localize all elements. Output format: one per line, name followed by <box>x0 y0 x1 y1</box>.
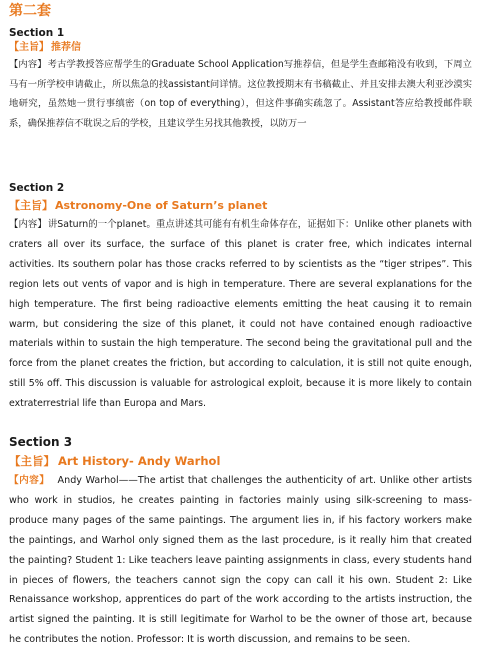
section-1-heading: Section 1 <box>9 27 65 39</box>
section-1-content-label: 【内容】 <box>9 59 47 70</box>
section-2-heading: Section 2 <box>9 182 65 194</box>
section-1-theme-text: 推荐信 <box>51 42 81 53</box>
section-1-content <box>9 55 472 133</box>
section-2-theme <box>9 197 472 215</box>
section-3-theme-text: Art History- Andy Warhol <box>58 454 221 468</box>
section-1-theme <box>9 40 472 55</box>
section-3-heading: Section 3 <box>9 435 73 449</box>
section-3-content <box>9 471 472 650</box>
section-2-content-label: 【内容】 <box>9 219 47 230</box>
section-2-content-text: 讲Saturn的一个planet。重点讲述其可能有有机生命体存在，证据如下：Unlike other planets with craters all over its surface, the surface of this planet is crater free, which indicates internal activities. Its southern polar has those cracks referred to by scientists as the “tiger stripes”. This region lets out vents of vapor and is high in temperature. There are several explanations for the high temperature. The first being radioactive elements emitting the heat causing it to remain warm, but considering the size of this planet, it could not have contained enough radioactive materials within to sustain the high temperature. The second being the gravitational pull and the force from the planet creates the friction, but according to calculation, it is still not quite enough, still 5% off. This discussion is valuable for astrological exploit, because it is more likely to contain extraterrestrial life than Europa and Mars. <box>9 219 472 410</box>
section-3-theme-label: 【主旨】 <box>9 454 55 468</box>
section-2-theme-label: 【主旨】 <box>9 199 53 212</box>
section-2 <box>9 181 472 414</box>
section-3 <box>9 434 472 650</box>
section-1 <box>9 26 472 133</box>
section-1-content-text: 考古学教授答应帮学生的Graduate School Application写推荐信，但是学生查邮箱没有收到，下周立马有一所学校申请截止，所以焦急的找assistant问详情。这位教授期末有书稿截止、并且安排去澳大利亚沙漠实地研究，虽然她一贯行事缜密（on top of everything），但这件事确实疏忽了。Assistant答应给教授邮件联系，确保推荐信不耽误之后的学校，且建议学生另找其他教授，以防万一 <box>9 59 472 129</box>
section-3-content-text: Andy Warhol——The artist that challenges the authenticity of art. Unlike other artists who work in studios, he creates painting in factories mainly using silk-screening to mass-produce many pages of the same paintings. The argument lies in, if his factory workers make the paintings, and Warhol only signed them as the last procedure, is it really him that created the painting? Student 1: Like teachers leave painting assignments in class, every students hand in pieces of flowers, the teachers cannot sign the copy can call it his own. Student 2: Like Renaissance workshop, apprentices do part of the work according to the artists instruction, the artist signed the painting. It is still legitimate for Warhol to be the owner of those art, because he contributes the notion. Professor: It is worth discussion, and remains to be seen. <box>9 475 472 646</box>
section-3-content-label: 【内容】 <box>9 475 50 486</box>
section-2-content <box>9 215 472 414</box>
document-title: 第二套 <box>9 3 51 19</box>
section-3-theme <box>9 452 472 471</box>
section-2-theme-text: Astronomy-One of Saturn’s planet <box>55 199 268 212</box>
section-1-theme-label: 【主旨】 <box>9 42 49 53</box>
